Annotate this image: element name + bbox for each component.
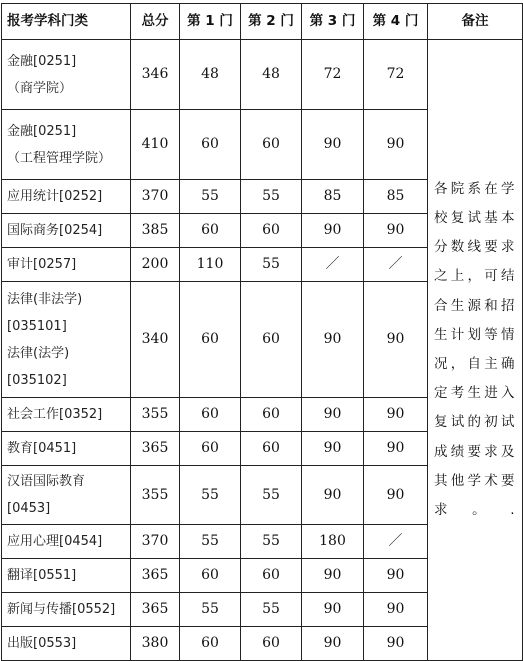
subject-score-cell: 90 xyxy=(302,627,364,661)
subject-name-line: 社会工作[0352] xyxy=(7,407,103,422)
subject-score-cell: 60 xyxy=(180,282,241,398)
header-subject-1: 第 1 门 xyxy=(180,4,241,40)
subject-score-cell: 60 xyxy=(180,110,241,180)
subject-score-cell: ／ xyxy=(302,248,364,282)
subject-name-cell xyxy=(2,398,131,432)
subject-score-cell: 55 xyxy=(241,248,302,282)
subject-score-cell: 55 xyxy=(180,525,241,559)
subject-score-cell: ／ xyxy=(364,248,428,282)
subject-name-line: 金融[0251] xyxy=(7,53,77,69)
table-row xyxy=(2,40,523,110)
total-score-cell: 370 xyxy=(131,525,180,559)
header-subject-4: 第 4 门 xyxy=(364,4,428,40)
subject-score-cell: 90 xyxy=(302,466,364,525)
subject-name-cell xyxy=(2,525,131,559)
subject-score-cell: 60 xyxy=(180,398,241,432)
subject-score-cell: 48 xyxy=(180,40,241,110)
subject-score-cell: 90 xyxy=(302,110,364,180)
header-subject: 报考学科门类 xyxy=(2,4,131,40)
subject-score-cell: 60 xyxy=(180,627,241,661)
subject-name-cell xyxy=(2,180,131,214)
subject-name-line: （工程管理学院） xyxy=(7,150,112,166)
subject-score-cell: 85 xyxy=(364,180,428,214)
subject-name-line: 金融[0251] xyxy=(7,123,77,139)
subject-name-line: [035102] xyxy=(7,372,67,388)
subject-score-cell: 72 xyxy=(364,40,428,110)
subject-score-cell: 90 xyxy=(302,398,364,432)
remarks-cell: 各院系在学校复试基本分数线要求之上，可结合生源和招生计划等情况，自主确定考生进入复试的初试成绩要求及其他学术要求。. xyxy=(428,40,523,661)
total-score-cell: 365 xyxy=(131,559,180,593)
subject-score-cell: 60 xyxy=(241,559,302,593)
total-score-cell: 346 xyxy=(131,40,180,110)
subject-name-cell xyxy=(2,282,131,398)
subject-name-cell xyxy=(2,110,131,180)
subject-score-cell: ／ xyxy=(364,525,428,559)
subject-name-line: 教育[0451] xyxy=(7,441,77,456)
subject-score-cell: 90 xyxy=(364,559,428,593)
subject-score-cell: 48 xyxy=(241,40,302,110)
total-score-cell: 365 xyxy=(131,593,180,627)
subject-score-cell: 90 xyxy=(302,432,364,466)
total-score-cell: 380 xyxy=(131,627,180,661)
subject-score-cell: 55 xyxy=(180,180,241,214)
subject-name-cell xyxy=(2,593,131,627)
subject-name-line: 出版[0553] xyxy=(7,636,77,651)
total-score-cell: 370 xyxy=(131,180,180,214)
subject-name-cell xyxy=(2,466,131,525)
subject-score-cell: 90 xyxy=(302,214,364,248)
total-score-cell: 200 xyxy=(131,248,180,282)
subject-score-cell: 90 xyxy=(302,559,364,593)
subject-score-cell: 90 xyxy=(364,110,428,180)
subject-name-line: 法律(非法学) xyxy=(7,291,83,307)
subject-score-cell: 85 xyxy=(302,180,364,214)
subject-name-line: （商学院） xyxy=(7,80,73,96)
subject-score-cell: 60 xyxy=(241,627,302,661)
subject-name-line: 法律(法学) xyxy=(7,345,70,361)
subject-name-cell xyxy=(2,248,131,282)
subject-score-cell: 90 xyxy=(364,627,428,661)
subject-score-cell: 72 xyxy=(302,40,364,110)
subject-name-line: 审计[0257] xyxy=(7,257,77,272)
subject-name-cell xyxy=(2,432,131,466)
subject-score-cell: 90 xyxy=(364,432,428,466)
total-score-cell: 355 xyxy=(131,398,180,432)
subject-score-cell: 60 xyxy=(241,110,302,180)
total-score-cell: 410 xyxy=(131,110,180,180)
subject-name-line: 应用统计[0252] xyxy=(7,189,103,204)
subject-score-cell: 90 xyxy=(364,593,428,627)
subject-score-cell: 55 xyxy=(241,525,302,559)
subject-score-cell: 60 xyxy=(241,432,302,466)
subject-score-cell: 90 xyxy=(364,282,428,398)
subject-score-cell: 180 xyxy=(302,525,364,559)
subject-score-cell: 90 xyxy=(364,466,428,525)
subject-name-cell xyxy=(2,627,131,661)
header-total: 总分 xyxy=(131,4,180,40)
subject-score-cell: 55 xyxy=(241,180,302,214)
subject-name-cell xyxy=(2,40,131,110)
subject-score-cell: 55 xyxy=(241,466,302,525)
subject-score-cell: 60 xyxy=(180,559,241,593)
subject-score-cell: 60 xyxy=(180,214,241,248)
subject-score-cell: 55 xyxy=(241,593,302,627)
subject-score-cell: 60 xyxy=(241,398,302,432)
total-score-cell: 340 xyxy=(131,282,180,398)
subject-name-line: [0453] xyxy=(7,501,51,516)
subject-score-cell: 110 xyxy=(180,248,241,282)
total-score-cell: 385 xyxy=(131,214,180,248)
subject-score-cell: 90 xyxy=(364,214,428,248)
subject-name-cell xyxy=(2,559,131,593)
subject-name-line: [035101] xyxy=(7,318,67,334)
subject-score-cell: 90 xyxy=(302,282,364,398)
subject-name-line: 新闻与传播[0552] xyxy=(7,602,116,617)
subject-score-cell: 55 xyxy=(180,593,241,627)
total-score-cell: 365 xyxy=(131,432,180,466)
subject-name-line: 应用心理[0454] xyxy=(7,534,103,549)
subject-score-cell: 60 xyxy=(180,432,241,466)
subject-name-line: 国际商务[0254] xyxy=(7,223,103,238)
subject-name-line: 翻译[0551] xyxy=(7,568,77,583)
subject-name-line: 汉语国际教育 xyxy=(7,474,86,489)
subject-name-cell xyxy=(2,214,131,248)
subject-score-cell: 90 xyxy=(364,398,428,432)
subject-score-cell: 55 xyxy=(180,466,241,525)
header-subject-2: 第 2 门 xyxy=(241,4,302,40)
score-table xyxy=(1,3,523,661)
subject-score-cell: 60 xyxy=(241,214,302,248)
header-subject-3: 第 3 门 xyxy=(302,4,364,40)
subject-score-cell: 60 xyxy=(241,282,302,398)
header-remarks: 备注 xyxy=(428,4,523,40)
header-row xyxy=(2,4,523,40)
subject-score-cell: 90 xyxy=(302,593,364,627)
total-score-cell: 355 xyxy=(131,466,180,525)
